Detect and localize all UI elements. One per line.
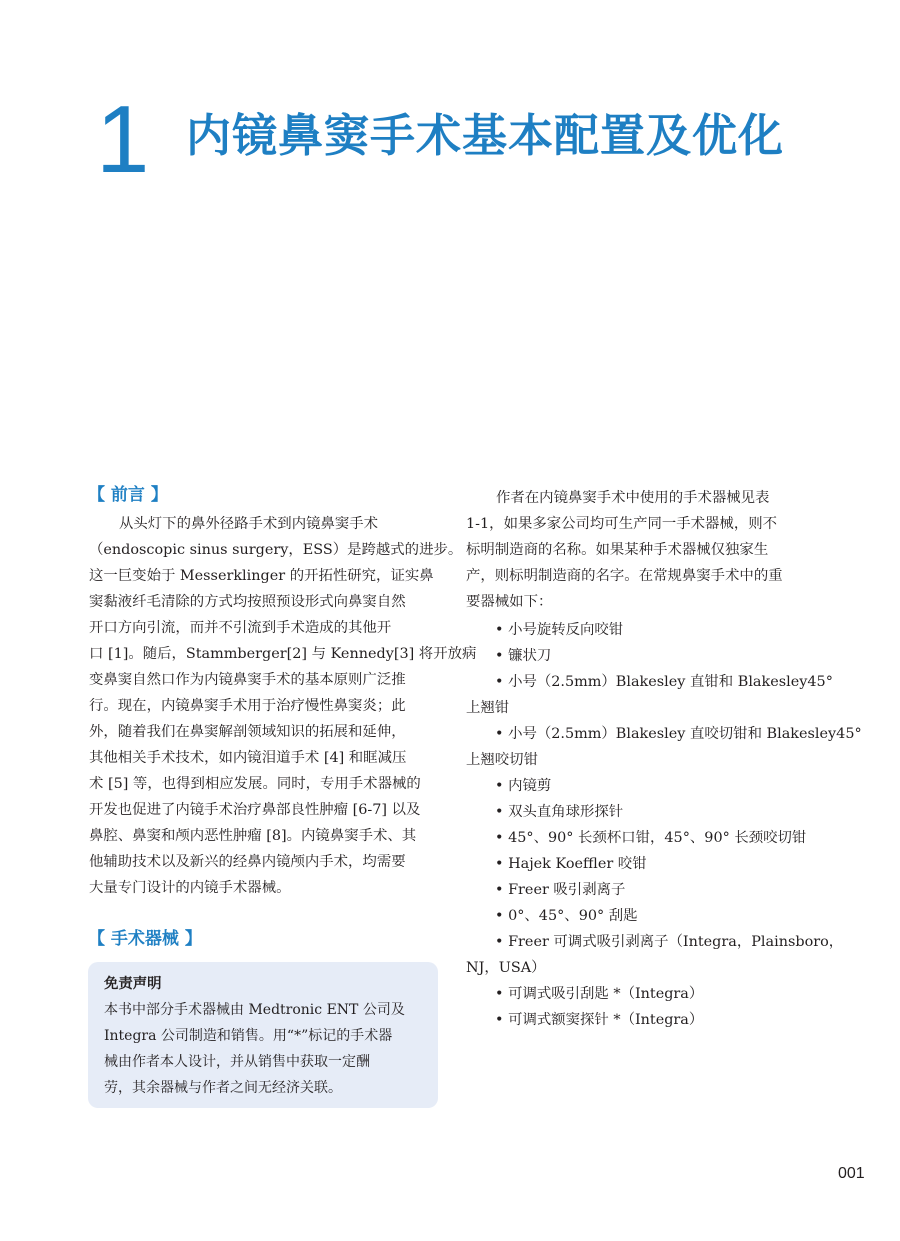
disclaimer-title: 免责声明 bbox=[104, 975, 162, 992]
list-item-continuation: NJ，USA） bbox=[466, 960, 546, 976]
list-item: • 双头直角球形探针 bbox=[495, 804, 624, 820]
list-item: • 0°、45°、90° 刮匙 bbox=[495, 908, 638, 924]
paragraph-line: 窦黏液纤毛清除的方式均按照预设形式向鼻窦自然 bbox=[89, 594, 406, 610]
paragraph-line: 口 [1]。随后，Stammberger[2] 与 Kennedy[3] 将开放病 bbox=[89, 646, 477, 662]
section-heading-intro: 【 前言 】 bbox=[88, 485, 168, 505]
paragraph-line: 标明制造商的名称。如果某种手术器械仅独家生 bbox=[466, 542, 769, 558]
disclaimer-line: 本书中部分手术器械由 Medtronic ENT 公司及 bbox=[104, 1002, 405, 1018]
paragraph-line: 要器械如下： bbox=[466, 594, 553, 610]
list-item: • Hajek Koeffler 咬钳 bbox=[495, 856, 647, 872]
paragraph-line: 从头灯下的鼻外径路手术到内镜鼻窦手术 bbox=[119, 516, 379, 532]
section-heading-instruments: 【 手术器械 】 bbox=[88, 929, 202, 949]
list-item: • 45°、90° 长颈杯口钳，45°、90° 长颈咬切钳 bbox=[495, 830, 807, 846]
paragraph-line: 外，随着我们在鼻窦解剖领域知识的拓展和延伸， bbox=[89, 724, 406, 740]
paragraph-line: 大量专门设计的内镜手术器械。 bbox=[89, 880, 291, 896]
list-item-continuation: 上翘钳 bbox=[466, 700, 510, 716]
list-item: • 可调式额窦探针 *（Integra） bbox=[495, 1012, 704, 1028]
paragraph-line: 鼻腔、鼻窦和颅内恶性肿瘤 [8]。内镜鼻窦手术、其 bbox=[89, 828, 417, 844]
disclaimer-line: 劳，其余器械与作者之间无经济关联。 bbox=[104, 1080, 342, 1096]
chapter-title: 内镜鼻窦手术基本配置及优化 bbox=[186, 109, 785, 162]
paragraph-line: 他辅助技术以及新兴的经鼻内镜颅内手术，均需要 bbox=[89, 854, 406, 870]
paragraph-line: 开口方向引流，而并不引流到手术造成的其他开 bbox=[89, 620, 392, 636]
paragraph-line: 术 [5] 等，也得到相应发展。同时，专用手术器械的 bbox=[89, 776, 421, 792]
list-item: • 可调式吸引刮匙 *（Integra） bbox=[495, 986, 704, 1002]
list-item: • Freer 吸引剥离子 bbox=[495, 882, 626, 898]
paragraph-line: 变鼻窦自然口作为内镜鼻窦手术的基本原则广泛推 bbox=[89, 672, 406, 688]
list-item: • 小号旋转反向咬钳 bbox=[495, 622, 624, 638]
paragraph-line: 开发也促进了内镜手术治疗鼻部良性肿瘤 [6-7] 以及 bbox=[89, 802, 421, 818]
page-number: 001 bbox=[838, 1165, 865, 1182]
disclaimer-line: 械由作者本人设计，并从销售中获取一定酬 bbox=[104, 1054, 370, 1070]
list-item-continuation: 上翘咬切钳 bbox=[466, 752, 538, 768]
paragraph-line: 行。现在，内镜鼻窦手术用于治疗慢性鼻窦炎；此 bbox=[89, 698, 406, 714]
list-item: • 小号（2.5mm）Blakesley 直咬切钳和 Blakesley45° bbox=[495, 726, 862, 742]
paragraph-line: 作者在内镜鼻窦手术中使用的手术器械见表 bbox=[496, 490, 770, 506]
list-item: • 镰状刀 bbox=[495, 648, 552, 664]
paragraph-line: 这一巨变始于 Messerklinger 的开拓性研究，证实鼻 bbox=[89, 568, 434, 584]
disclaimer-line: Integra 公司制造和销售。用“*”标记的手术器 bbox=[104, 1028, 393, 1044]
chapter-number: 1 bbox=[96, 86, 150, 193]
paragraph-line: 产，则标明制造商的名字。在常规鼻窦手术中的重 bbox=[466, 568, 783, 584]
list-item: • 内镜剪 bbox=[495, 778, 552, 794]
list-item: • 小号（2.5mm）Blakesley 直钳和 Blakesley45° bbox=[495, 674, 833, 690]
list-item: • Freer 可调式吸引剥离子（Integra，Plainsboro， bbox=[495, 934, 844, 950]
paragraph-line: 1-1，如果多家公司均可生产同一手术器械，则不 bbox=[466, 516, 777, 532]
paragraph-line: （endoscopic sinus surgery，ESS）是跨越式的进步。 bbox=[89, 542, 463, 558]
paragraph-line: 其他相关手术技术，如内镜泪道手术 [4] 和眶减压 bbox=[89, 750, 407, 766]
